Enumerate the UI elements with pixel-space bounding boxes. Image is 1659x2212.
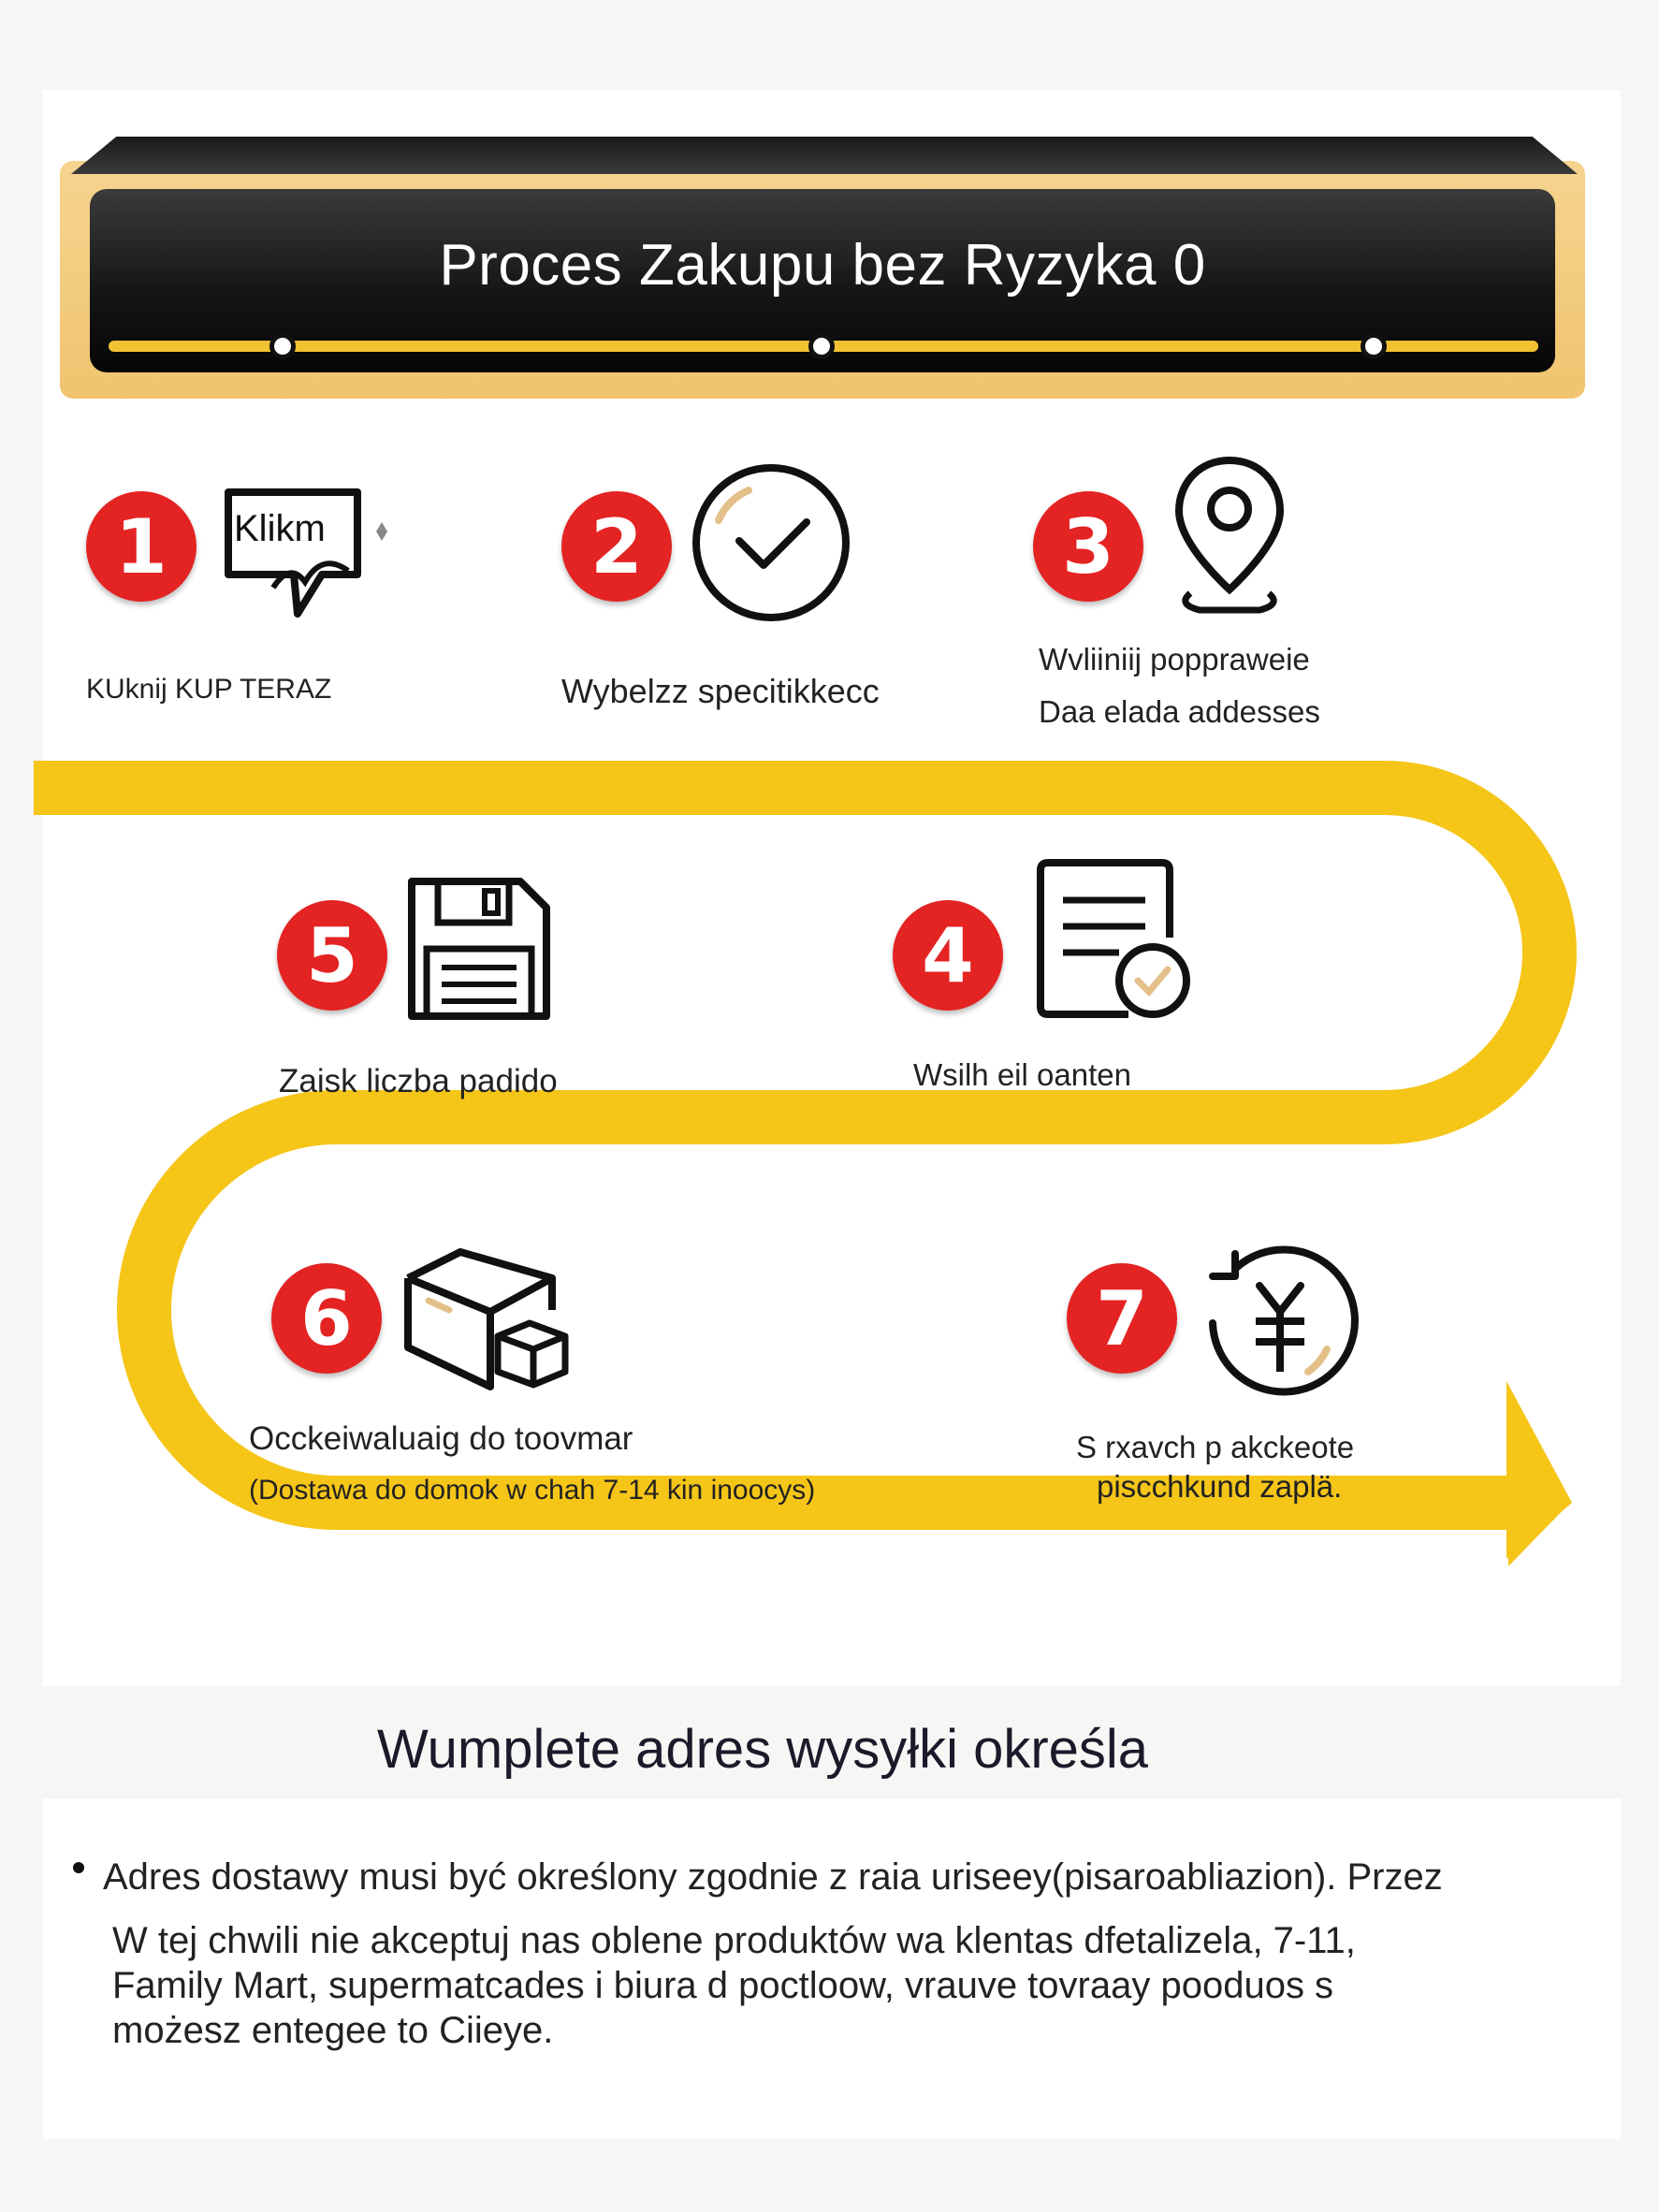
check-circle-icon	[691, 462, 851, 628]
bullet-icon	[73, 1862, 84, 1873]
yen-refund-icon	[1198, 1241, 1362, 1410]
step-label: Wvliiniij poppraweie	[1039, 642, 1310, 677]
step-label: KUknij KUP TERAZ	[86, 674, 332, 705]
step-number: 3	[1033, 491, 1143, 602]
step-label: Occkeiwaluaig do toovmar	[249, 1420, 633, 1457]
step-label: piscchkund zaplä.	[1097, 1469, 1343, 1504]
step-number: 1	[86, 491, 196, 602]
notice-text: Family Mart, supermatcades i biura d poctloow, vrauve tovraay pooduos s	[112, 1965, 1334, 2006]
step-label: Zaisk liczba padido	[279, 1063, 558, 1099]
location-pin-icon	[1171, 455, 1288, 624]
document-check-icon	[1035, 857, 1194, 1026]
step-label: Wsilh eil oanten	[913, 1057, 1131, 1092]
package-boxes-icon	[400, 1244, 573, 1403]
step-number: 5	[277, 900, 387, 1011]
step-number: 2	[561, 491, 672, 602]
notice-text: Adres dostawy musi być określony zgodnie z raia uriseey(pisaroabliazion). Przez	[103, 1856, 1443, 1898]
step-sublabel: (Dostawa do domok w chah 7-14 kin inoocys)	[249, 1475, 816, 1506]
step-number: 7	[1067, 1263, 1177, 1374]
click-icon-text: Klikm	[234, 508, 326, 549]
notice-text: W tej chwili nie akceptuj nas oblene produktów wa klentas dfetalizela, 7-11,	[112, 1920, 1356, 1961]
step-label: Wybelzz specitikkecc	[561, 672, 880, 710]
section-title: Wumplete adres wysyłki określa	[376, 1719, 1149, 1780]
step-label: Daa elada addesses	[1039, 694, 1320, 729]
page-title: Proces Zakupu bez Ryzyka 0	[439, 233, 1206, 298]
step-label: S rxavch p akckeote	[1076, 1430, 1355, 1464]
step-number: 4	[893, 900, 1003, 1011]
save-disk-icon	[406, 876, 552, 1026]
notice-text: możesz entegee to Ciieye.	[112, 2010, 554, 2051]
step-number: 6	[271, 1263, 382, 1374]
click-chat-icon	[217, 485, 395, 639]
